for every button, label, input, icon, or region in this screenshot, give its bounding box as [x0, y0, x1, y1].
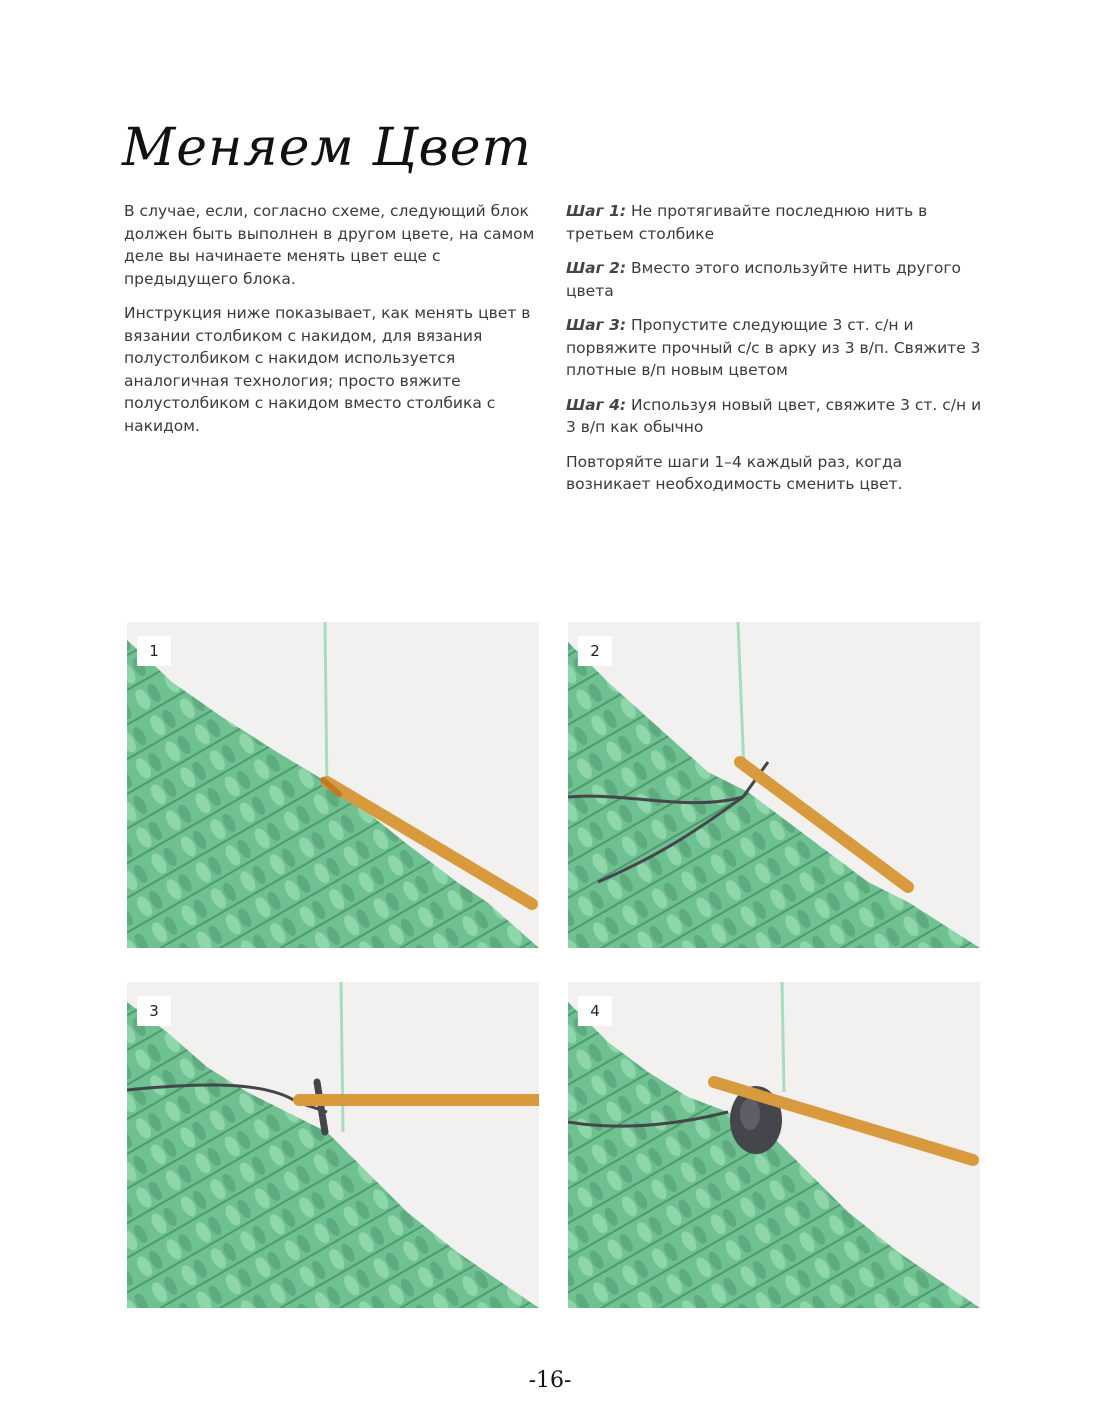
step-photo-4: [568, 982, 980, 1308]
step-photo-2: [568, 622, 980, 948]
page-number: -16-: [528, 1368, 572, 1393]
step-3: [566, 314, 986, 382]
step-1-text: Не протягивайте последнюю нить в третьем столбике: [566, 202, 928, 243]
photo-number-2: 2: [578, 636, 612, 666]
step-3-label: Шаг 3:: [566, 316, 627, 334]
intro-paragraph-2: Инструкция ниже показывает, как менять цвет в вязании столбиком с накидом, для вязания полустолбиком с накидом используется аналогичная технология; просто вяжите полустолбиком с накидом вместо столбика с накидом.: [124, 304, 531, 435]
crochet-swatch-image: [127, 622, 539, 948]
step-2-label: Шаг 2:: [566, 259, 627, 277]
step-photo-1: [127, 622, 539, 948]
step-4: [566, 394, 986, 439]
title-text: Меняем Цвет: [122, 118, 532, 178]
photo-number-1: 1: [137, 636, 171, 666]
step-2-text: Вместо этого используйте нить другого цвета: [566, 259, 961, 300]
intro-paragraph-1: В случае, если, согласно схеме, следующий блок должен быть выполнен в другом цвете, на самом деле вы начинаете менять цвет еще с предыдущего блока.: [124, 202, 535, 288]
step-3-text: Пропустите следующие 3 ст. с/н и порвяжите прочный с/с в арку из 3 в/п. Свяжите 3 плотные в/п новым цветом: [566, 316, 981, 379]
step-2: [566, 257, 986, 302]
step-1: [566, 200, 986, 245]
crochet-swatch-image: [568, 622, 980, 948]
photo-number-4: 4: [578, 996, 612, 1026]
step-4-text: Используя новый цвет, свяжите 3 ст. с/н и 3 в/п как обычно: [566, 395, 982, 436]
steps-column: [566, 200, 986, 508]
crochet-swatch-image: [568, 982, 980, 1308]
step-photo-3: [127, 982, 539, 1308]
photo-number-3: 3: [137, 996, 171, 1026]
intro-column: [124, 200, 544, 449]
step-4-label: Шаг 4:: [566, 395, 627, 414]
crochet-swatch-image: [127, 982, 539, 1308]
step-1-label: Шаг 1:: [566, 202, 627, 220]
repeat-note: Повторяйте шаги 1–4 каждый раз, когда возникает необходимость сменить цвет.: [566, 452, 903, 493]
